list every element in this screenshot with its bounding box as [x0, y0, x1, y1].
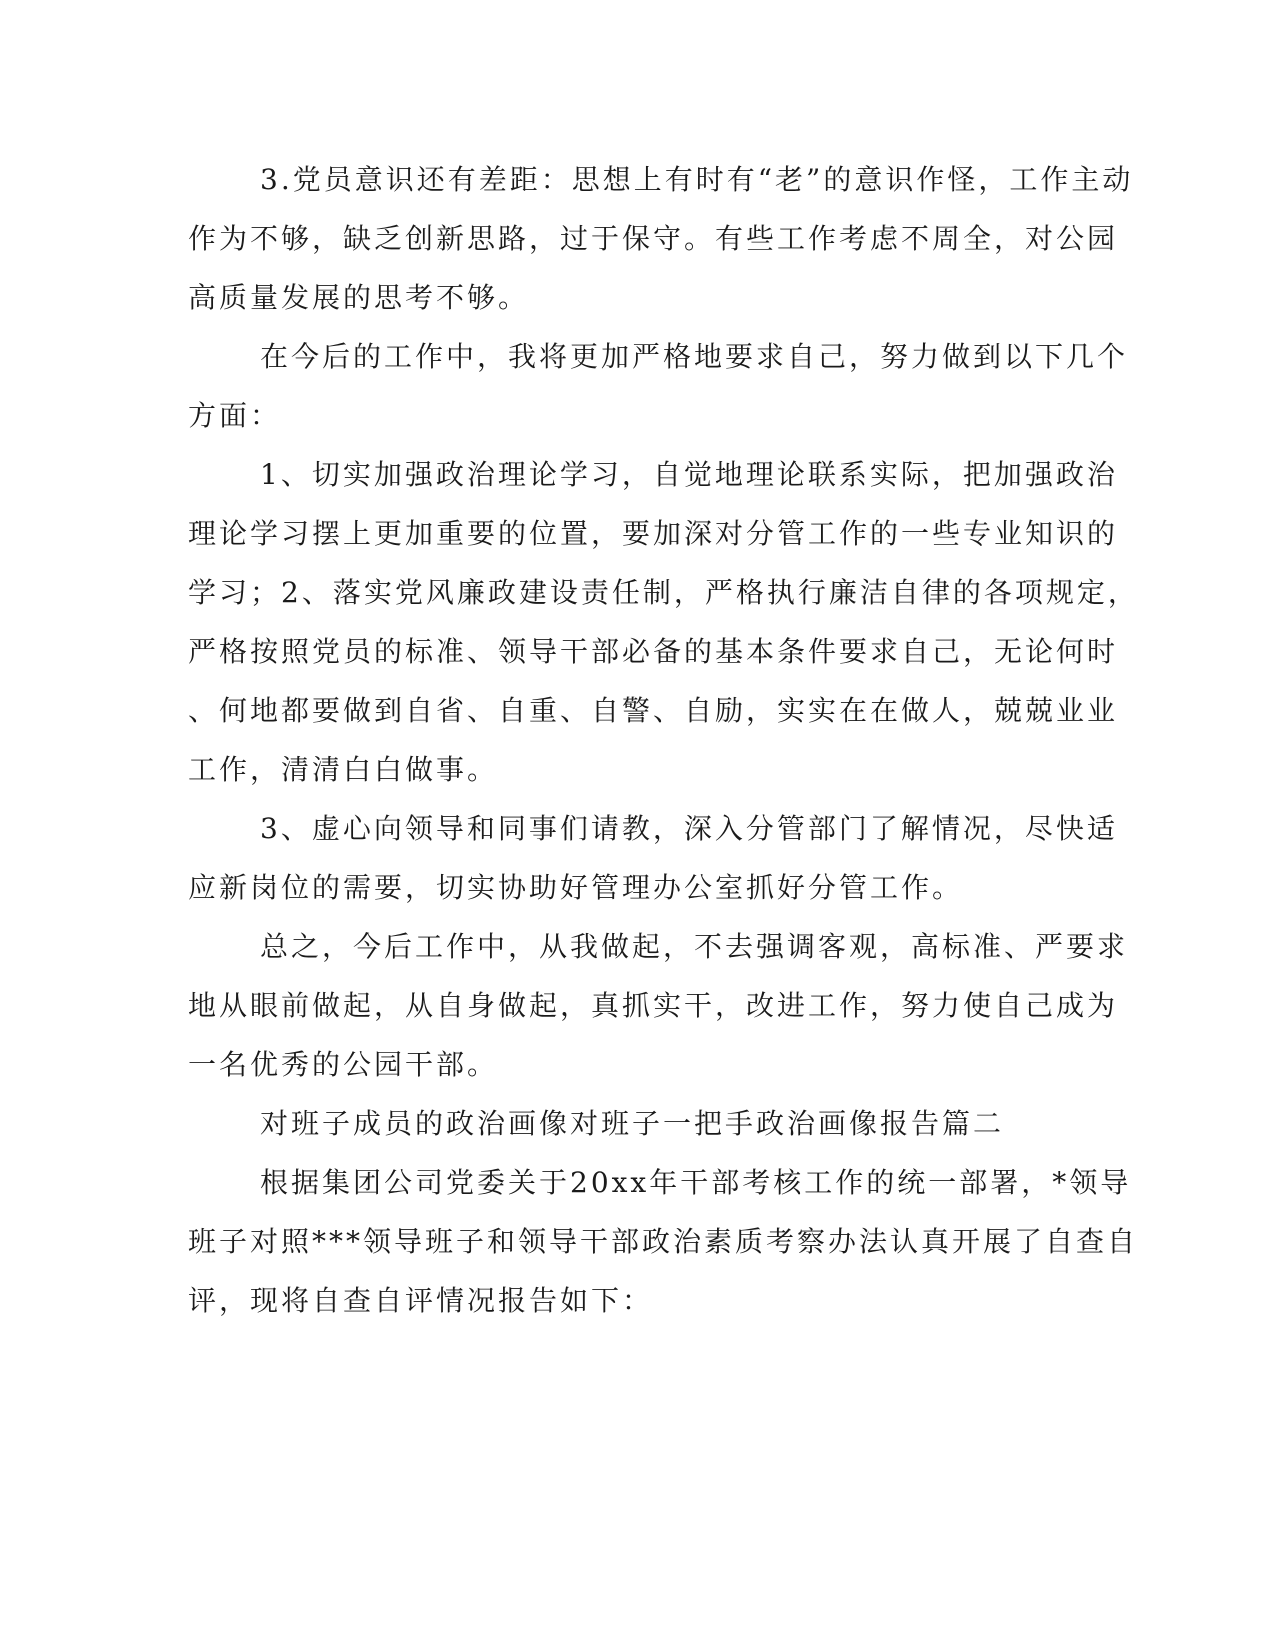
paragraph-6-line-1: 根据集团公司党委关于20xx年干部考核工作的统一部署，*领导: [260, 1166, 1132, 1199]
paragraph-1-line-3: 高质量发展的思考不够。: [188, 281, 530, 314]
paragraph-3-line-1: 1、切实加强政治理论学习，自觉地理论联系实际，把加强政治: [260, 458, 1118, 491]
paragraph-1-line-1: 3.党员意识还有差距：思想上有时有“老”的意识作怪，工作主动: [260, 163, 1134, 196]
paragraph-5-line-2: 地从眼前做起，从自身做起，真抓实干，改进工作，努力使自己成为: [188, 989, 1119, 1022]
paragraph-5-line-3: 一名优秀的公园干部。: [188, 1048, 499, 1081]
section-heading: 对班子成员的政治画像对班子一把手政治画像报告篇二: [260, 1107, 1005, 1140]
paragraph-3-line-2: 理论学习摆上更加重要的位置，要加深对分管工作的一些专业知识的: [188, 517, 1119, 550]
paragraph-3-line-5: 、何地都要做到自省、自重、自警、自励，实实在在做人，兢兢业业: [188, 694, 1119, 727]
paragraph-3-line-3: 学习；2、落实党风廉政建设责任制，严格执行廉洁自律的各项规定，: [188, 576, 1139, 609]
paragraph-3-line-4: 严格按照党员的标准、领导干部必备的基本条件要求自己，无论何时: [188, 635, 1119, 668]
paragraph-2-line-1: 在今后的工作中，我将更加严格地要求自己，努力做到以下几个: [260, 340, 1129, 373]
paragraph-3-line-6: 工作，清清白白做事。: [188, 753, 499, 786]
paragraph-6-line-3: 评，现将自查自评情况报告如下：: [188, 1284, 654, 1317]
paragraph-4-line-1: 3、虚心向领导和同事们请教，深入分管部门了解情况，尽快适: [260, 812, 1118, 845]
paragraph-5-line-1: 总之，今后工作中，从我做起，不去强调客观，高标准、严要求: [260, 930, 1129, 963]
paragraph-6-line-2: 班子对照***领导班子和领导干部政治素质考察办法认真开展了自查自: [188, 1225, 1139, 1258]
paragraph-1-line-2: 作为不够，缺乏创新思路，过于保守。有些工作考虑不周全，对公园: [188, 222, 1119, 255]
paragraph-4-line-2: 应新岗位的需要，切实协助好管理办公室抓好分管工作。: [188, 871, 964, 904]
paragraph-2-line-2: 方面：: [188, 399, 282, 432]
